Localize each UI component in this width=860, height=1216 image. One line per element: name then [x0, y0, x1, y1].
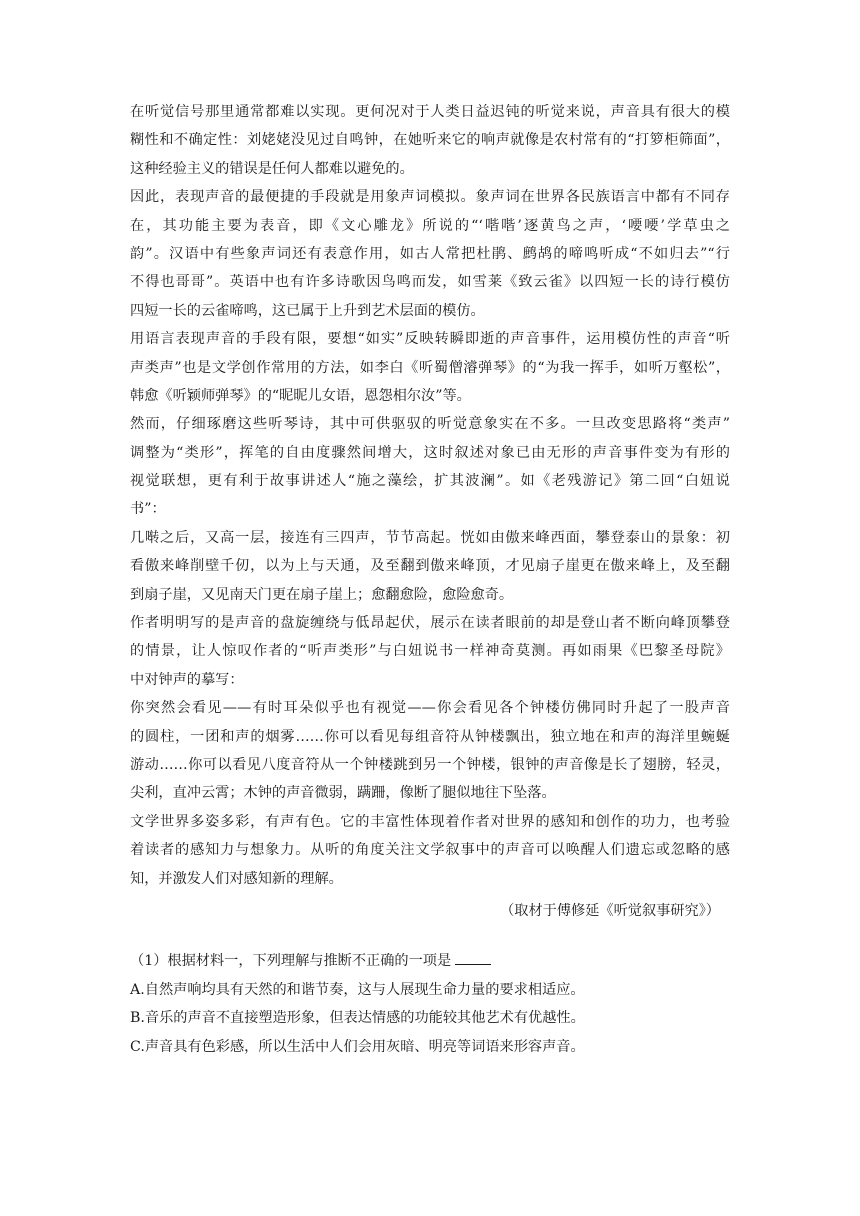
passage-line: 到扇子崖，又见南天门更在扇子崖上；愈翻愈险，愈险愈奇。 [130, 586, 514, 603]
passage-line: 尖利，直冲云霄；木钟的声音微弱，蹒跚，像断了腿似地往下坠落。 [130, 785, 556, 802]
passage-line: 调整为“类形”，挥笔的自由度骤然间增大，这时叙述对象已由无形的声音事件变为有形的 [130, 444, 730, 461]
passage-line: 的情景，让人惊叹作者的“听声类形”与白妞说书一样神奇莫测。再如雨果《巴黎圣母院》 [130, 643, 730, 660]
passage-source: （取材于傅修延《听觉叙事研究》） [500, 902, 720, 919]
passage [130, 98, 730, 925]
passage-line: 游动……你可以看见八度音符从一个钟楼跳到另一个钟楼，银钟的声音像是长了翅膀，轻灵， [130, 756, 730, 773]
passage-line: 视觉联想，更有利于故事讲述人“施之藻绘，扩其波澜”。如《老残游记》第二回“白妞说 [130, 473, 730, 490]
passage-line: 的圆柱，一团和声的烟雾……你可以看见每组音符从钟楼飘出，独立地在和声的海洋里蜿蜒 [130, 728, 730, 745]
question-stem: （1）根据材料一，下列理解与推断不正确的一项是 [130, 953, 452, 970]
passage-line: 中对钟声的摹写： [130, 671, 244, 688]
document-content [130, 98, 730, 1061]
passage-line: 作者明明写的是声音的盘旋缠绕与低昂起伏，展示在读者眼前的却是登山者不断向峰顶攀登 [130, 615, 730, 632]
passage-line: 然而，仔细琢磨这些听琴诗，其中可供驱驭的听觉意象实在不多。一旦改变思路将“类声” [130, 416, 730, 433]
passage-line: 不得也哥哥”。英语中也有许多诗歌因鸟鸣而发，如雪莱《致云雀》以四短一长的诗行模仿 [130, 274, 730, 291]
passage-line: 韩愈《听颖师弹琴》的“昵昵儿女语，恩怨相尔汝”等。 [130, 387, 471, 404]
passage-line: 因此，表现声音的最便捷的手段就是用象声词模拟。象声词在世界各民族语言中都有不同存 [130, 189, 730, 206]
passage-line: 几啭之后，又高一层，接连有三四声，节节高起。恍如由傲来峰西面，攀登泰山的景象：初 [130, 529, 730, 546]
option-c: C.声音具有色彩感，所以生活中人们会用灰暗、明亮等词语来形容声音。 [130, 1038, 585, 1055]
passage-line: 这种经验主义的错误是任何人都难以避免的。 [130, 160, 414, 177]
passage-line: 文学世界多姿多彩，有声有色。它的丰富性体现着作者对世界的感知和创作的功力，也考验 [130, 813, 730, 830]
passage-line: 在听觉信号那里通常都难以实现。更何况对于人类日益迟钝的听觉来说，声音具有很大的模 [130, 104, 730, 120]
question-block [130, 947, 730, 1061]
option-a: A.自然声响均具有天然的和谐节奏，这与人展现生命力量的要求相适应。 [130, 981, 585, 998]
passage-line: 韵”。汉语中有些象声词还有表意作用，如古人常把杜鹃、鹧鸪的啼鸣听成“不如归去”“行 [130, 245, 730, 262]
passage-line: 知，并激发人们对感知新的理解。 [130, 870, 343, 887]
passage-line: 用语言表现声音的手段有限，要想“如实”反映转瞬即逝的声音事件，运用模仿性的声音“听 [130, 331, 730, 348]
question-stem-line [130, 947, 730, 975]
passage-line: 四短一长的云雀啼鸣，这已属于上升到艺术层面的模仿。 [130, 302, 485, 319]
passage-line: 书”： [130, 501, 166, 518]
passage-line: 糊性和不确定性：刘姥姥没见过自鸣钟，在她听来它的响声就像是农村常有的“打箩柜筛面”， [130, 132, 730, 149]
passage-line: 看傲来峰削壁千仞，以为上与天通，及至翻到傲来峰顶，才见扇子崖更在傲来峰上，及至翻 [130, 558, 730, 575]
passage-line: 你突然会看见——有时耳朵似乎也有视觉——你会看见各个钟楼仿佛同时升起了一股声音 [130, 700, 730, 717]
option-b: B.音乐的声音不直接塑造形象，但表达情感的功能较其他艺术有优越性。 [130, 1010, 585, 1027]
passage-line: 着读者的感知力与想象力。从听的角度关注文学叙事中的声音可以唤醒人们遗忘或忽略的感 [130, 842, 730, 859]
passage-line: 声类声”也是文学创作常用的方法，如李白《听蜀僧濬弹琴》的“为我一挥手，如听万壑松”， [130, 359, 730, 376]
passage-line: 在，其功能主要为表音，即《文心雕龙》所说的“‘喈喈’逐黄鸟之声，‘喓喓’学草虫之 [130, 217, 730, 234]
spacer [130, 925, 730, 947]
answer-blank[interactable] [455, 950, 491, 965]
